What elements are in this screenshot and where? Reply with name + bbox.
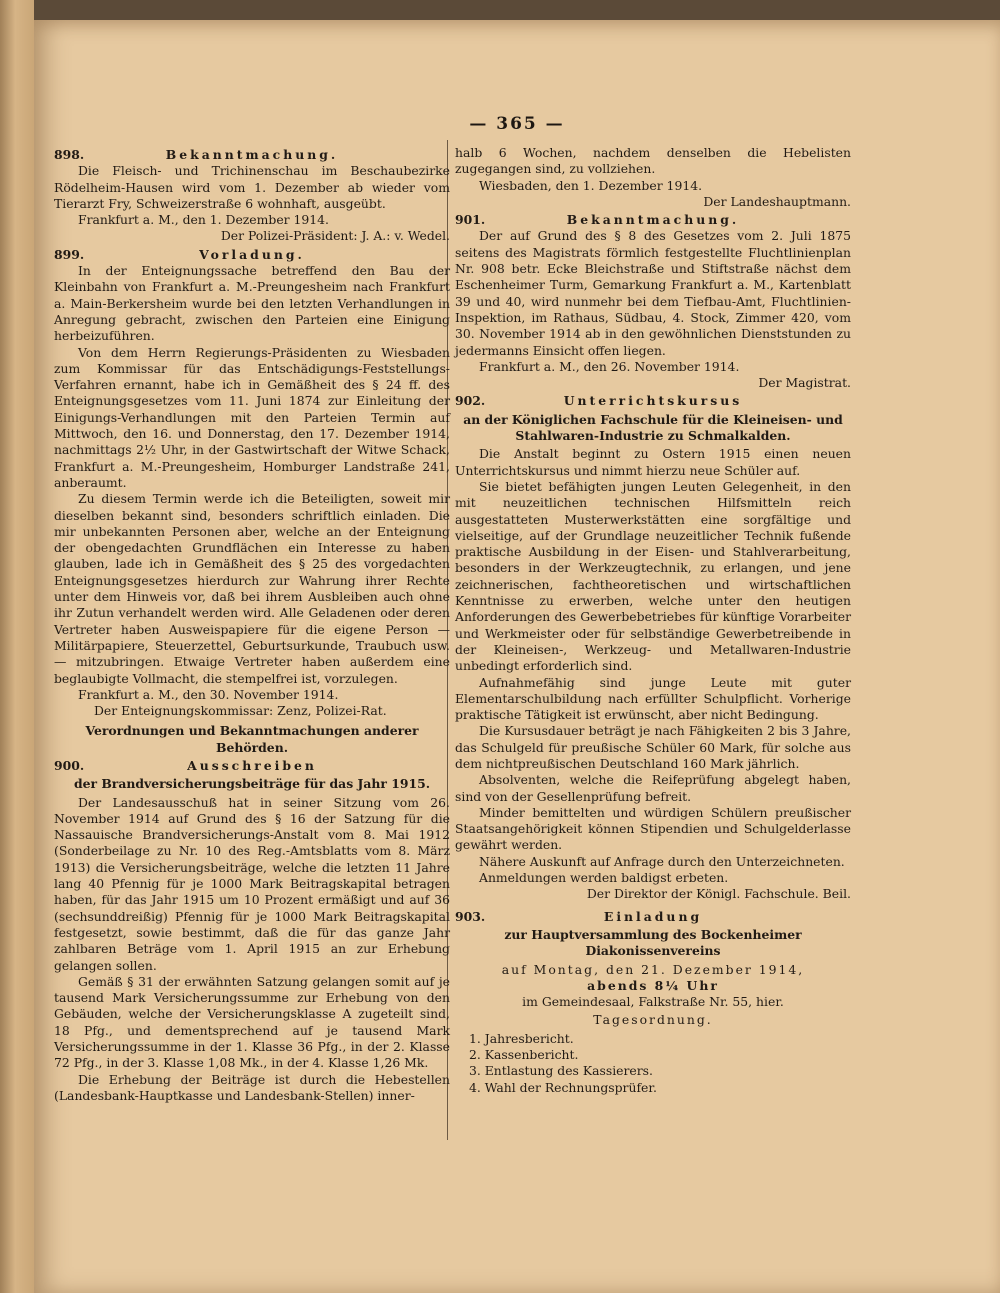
left-column	[54, 145, 450, 1104]
notice-898-title: Bekanntmachung.	[165, 147, 339, 162]
notice-902-title: Unterrichtskursus	[563, 393, 743, 409]
notice-902-paragraph-8: Anmeldungen werden baldigst erbeten.	[479, 870, 729, 886]
notice-903-title: Einladung	[603, 908, 703, 924]
notice-899-paragraph-3: Zu diesem Termin werde ich die Beteiligten, soweit mir dieselben bekannt sind, besonders schriftlich einladen. Die mir unbekannten Personen aber, welche an der Enteignung der obengedachten Grundflächen ein Interesse zu haben glauben, lade ich in Gemäßheit des § 25 des vorgedachten Enteignungsgesetzes hierdurch zur Wahrung ihrer Rechte unter dem Hinweis vor, daß bei ihrem Ausbleiben auch ohne ihr Zutun verhandelt werden wird. Alle Geladenen oder deren Vertreter haben Ausweispapiere für die eigene Person — Militärpapiere, Steuerzettel, Geburtsurkunde, Traubuch usw. — mitzubringen. Etwaige Vertreter haben außerdem eine beglaubigte Vollmacht, die stempelfrei ist, vorzulegen.	[54, 491, 450, 686]
notice-900-paragraph-1: Der Landesausschuß hat in seiner Sitzung vom 26. November 1914 auf Grund des § 16 der Satzung für die Nassauische Brandversicherungs-Anstalt vom 8. Mai 1912 (Sonderbeilage zu Nr. 10 des Reg.-Amtsblatts vom 8. März 1913) die Versicherungsbeiträge, welche die letzten 11 Jahre lang 40 Pfennig für je 1000 Mark Beitragskapital betragen haben, für das Jahr 1915 um 10 Prozent ermäßigt und auf 36 (sechsunddreißig) Pfennig für je 1000 Mark Beitragskapital festgesetzt, sowie bestimmt, daß die für das ganze Jahr zahlbaren Beträge vom 1. April 1915 an zur Erhebung gelangen sollen.	[54, 794, 450, 973]
notice-899-paragraph-1: In der Enteignungssache betreffend den Bau der Kleinbahn von Frankfurt a. M.-Preungesheim nach Frankfurt a. Main-Berkersheim wurde bei den letzten Verhandlungen in Anregung gebracht, zwischen den Parteien eine Einigung herbeizuführen.	[54, 263, 450, 344]
notice-901-place-date: Frankfurt a. M., den 26. November 1914.	[479, 358, 740, 374]
notice-902-paragraph-2: Sie bietet befähigten jungen Leuten Gelegenheit, in den mit neuzeitlichen technischen Hilfsmitteln reich ausgestatteten Musterwerkstätten eine sorgfältige und vielseitige, auf der Grundlage neuzeitlicher Technik fußende praktische Ausbildung in der Eisen- und Stahlverarbeitung, besonders in der Werkzeugtechnik, zu erlangen, und jene zeichnerischen, fachtheoretischen und wirtschaftlichen Kenntnisse zu erwerben, welche unter den heutigen Anforderungen des Gewerbebetriebes für künftige Vorarbeiter und Werkmeister oder für selbständige Gewerbetreibende in der Kleineisen-, Werkzeug- und Metallwaren-Industrie unbedingt erforderlich sind.	[455, 478, 851, 674]
notice-898-signature: Der Polizei-Präsident: J. A.: v. Wedel.	[220, 228, 450, 244]
notice-899-heading	[54, 247, 450, 263]
agenda-item: 2. Kassenbericht.	[469, 1047, 579, 1063]
notice-900-place-date: Wiesbaden, den 1. Dezember 1914.	[479, 177, 703, 193]
notice-902-signature: Der Direktor der Königl. Fachschule. Beil.	[586, 886, 851, 902]
notice-902-paragraph-1: Die Anstalt beginnt zu Ostern 1915 einen neuen Unterrichtskursus und nimmt hierzu neue Schüler auf.	[455, 446, 851, 478]
notice-898-number: 898.	[54, 147, 85, 162]
agenda-item: 4. Wahl der Rechnungsprüfer.	[469, 1079, 657, 1095]
notice-899-title: Vorladung.	[199, 246, 305, 262]
notice-902-paragraph-7: Nähere Auskunft auf Anfrage durch den Unterzeichneten.	[479, 853, 845, 869]
notice-900-title: Ausschreiben	[187, 757, 317, 773]
page-number: — 365 —	[469, 114, 565, 134]
notice-902-subtitle: an der Königlichen Fachschule für die Kleineisen- und Stahlwaren-Industrie zu Schmalkalden.	[463, 411, 843, 444]
notice-900-number: 900.	[54, 757, 85, 773]
notice-898-body: Die Fleisch- und Trichinenschau im Beschaubezirke Rödelheim-Hausen wird vom 1. Dezember ab wieder vom Tierarzt Fry, Schweizerstraße 6 wohnhaft, ausgeübt.	[54, 163, 450, 211]
notice-898-place-date: Frankfurt a. M., den 1. Dezember 1914.	[78, 212, 329, 228]
notice-899-number: 899.	[54, 246, 85, 262]
notice-902-heading	[455, 393, 851, 409]
notice-902-number: 902.	[455, 393, 486, 409]
notice-901-number: 901.	[455, 212, 486, 228]
notice-902-paragraph-5: Absolventen, welche die Reifeprüfung abgelegt haben, sind von der Gesellenprüfung befreit.	[455, 772, 851, 804]
notice-902-paragraph-4: Die Kursusdauer beträgt je nach Fähigkeiten 2 bis 3 Jahre, das Schulgeld für preußische Schüler 60 Mark, für solche aus dem nichtpreußischen Deutschland 160 Mark jährlich.	[455, 723, 851, 771]
notice-898-heading	[54, 147, 450, 163]
right-column	[455, 145, 851, 1096]
left-page-edge	[0, 0, 34, 1293]
notice-902-paragraph-3: Aufnahmefähig sind junge Leute mit guter Elementarschulbildung nach erfüllter Schulpflicht. Vorherige praktische Tätigkeit ist erwünscht, aber nicht Bedingung.	[455, 674, 851, 723]
notice-903-heading	[455, 909, 851, 925]
notice-899-place-date: Frankfurt a. M., den 30. November 1914.	[78, 686, 339, 702]
notice-900-heading	[54, 758, 450, 774]
notice-900-signature: Der Landeshauptmann.	[703, 193, 851, 209]
notice-903-subtitle: zur Hauptversammlung des Bockenheimer Diakonissenvereins	[504, 926, 802, 959]
agenda-item: 1. Jahresbericht.	[469, 1030, 574, 1046]
agenda-item: 3. Entlastung des Kassierers.	[469, 1063, 653, 1079]
notice-903-number: 903.	[455, 908, 486, 924]
notice-901-signature: Der Magistrat.	[758, 375, 851, 391]
notice-900-continuation: halb 6 Wochen, nachdem denselben die Hebelisten zugegangen sind, zu vollziehen.	[455, 145, 851, 177]
notice-903-date-line: auf Montag, den 21. Dezember 1914,	[501, 961, 805, 977]
notice-902-paragraph-6: Minder bemittelten und würdigen Schülern preußischer Staatsangehörigkeit können Stipendien und Schulgelderlasse gewährt werden.	[455, 804, 851, 853]
notice-901-body: Der auf Grund des § 8 des Gesetzes vom 2. Juli 1875 seitens des Magistrats förmlich festgestellte Fluchtlinienplan Nr. 908 betr. Ecke Bleichstraße und Stiftstraße nächst dem Eschenheimer Turm, Gemarkung Frankfurt a. M., Kartenblatt 39 und 40, wird nunmehr bei dem Tiefbau-Amt, Fluchtlinien-Inspektion, im Rathaus, Südbau, 4. Stock, Zimmer 420, vom 30. November 1914 ab in den gewöhnlichen Dienststunden zu jedermanns Einsicht offen liegen.	[455, 228, 851, 358]
notice-901-title: Bekanntmachung.	[566, 212, 740, 228]
notice-903-agenda-list	[455, 1031, 851, 1096]
notice-900-paragraph-2: Gemäß § 31 der erwähnten Satzung gelangen somit auf je tausend Mark Versicherungssumme zur Erhebung von den Gebäuden, welche der Versicherungsklasse A zugeteilt sind, 18 Pfg., und dementsprechend auf je tausend Mark Versicherungssumme in der 1. Klasse 36 Pfg., in der 2. Klasse 72 Pfg., in der 3. Klasse 1,08 Mk., in der 4. Klasse 1,26 Mk.	[54, 973, 450, 1071]
notice-900-paragraph-3: Die Erhebung der Beiträge ist durch die Hebestellen (Landesbank-Hauptkasse und Landesbank-Stellen) inner-	[54, 1071, 450, 1103]
notice-903-location-line: im Gemeindesaal, Falkstraße Nr. 55, hier.	[522, 994, 784, 1010]
notice-899-signature: Der Enteignungskommissar: Zenz, Polizei-Rat.	[94, 703, 387, 719]
section-heading: Verordnungen und Bekanntmachungen anderer Behörden.	[85, 723, 419, 755]
notice-899-paragraph-2: Von dem Herrn Regierungs-Präsidenten zu Wiesbaden zum Kommissar für das Entschädigungs-Feststellungs-Verfahren ernannt, habe ich in Gemäßheit des § 24 ff. des Enteignungsgesetzes vom 11. Juni 1874 zur Einleitung der Einigungs-Verhandlungen mit den Parteien Termin auf Mittwoch, den 16. und Donnerstag, den 17. Dezember 1914, nachmittags 2½ Uhr, in der Gastwirtschaft der Witwe Schack, Frankfurt a. M.-Preungesheim, Homburger Landstraße 241, anberaumt.	[54, 344, 450, 490]
notice-903-agenda-title: Tagesordnung.	[593, 1012, 713, 1028]
notice-903-time-line: abends 8¼ Uhr	[587, 977, 719, 993]
notice-900-subtitle: der Brandversicherungsbeiträge für das Jahr 1915.	[73, 776, 431, 792]
notice-901-heading	[455, 212, 851, 228]
